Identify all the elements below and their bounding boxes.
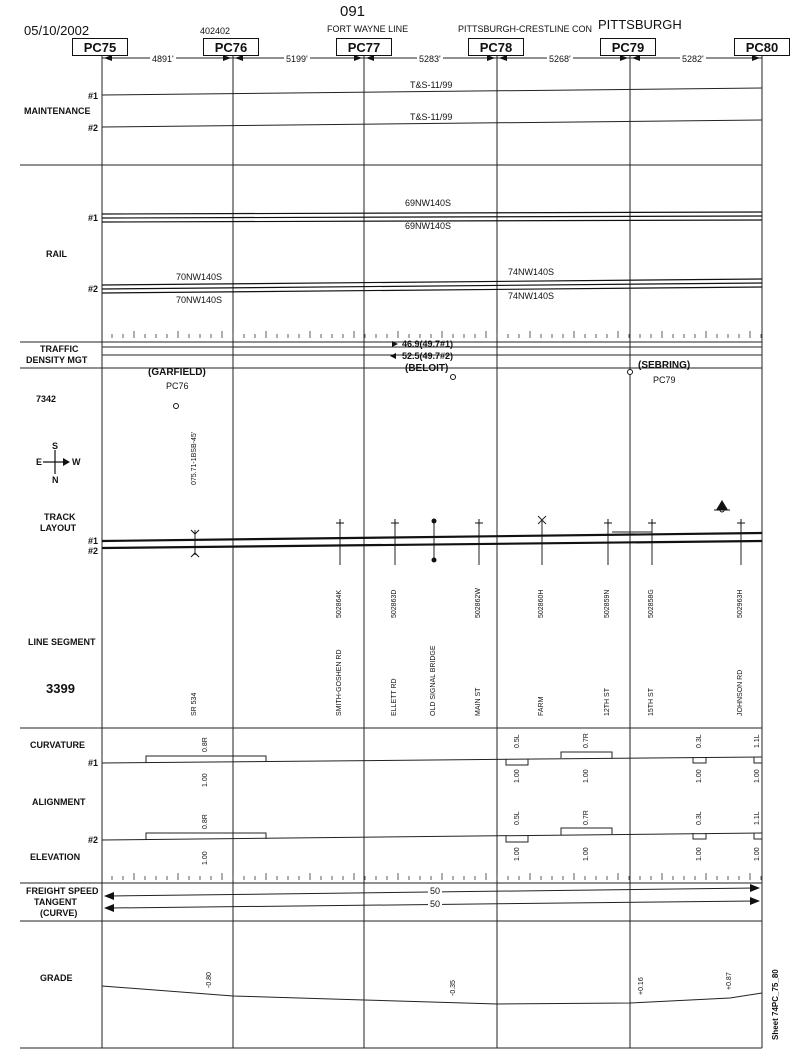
- curve2-val-5: 1.00: [754, 847, 761, 861]
- curve2-label-5: 1.1L: [754, 811, 761, 825]
- crossing-name-12th: 12TH ST: [604, 687, 611, 716]
- station-beloit: (BELOIT): [405, 363, 449, 374]
- maint-track-2: #2: [88, 123, 99, 133]
- curve1-label-1: 0.8R: [202, 737, 209, 752]
- curve1-label-3: 0.7R: [583, 733, 590, 748]
- compass-e: E: [36, 457, 43, 467]
- speed-curve-value: 50: [430, 899, 441, 909]
- curve1-label-2: 0.5L: [514, 734, 521, 748]
- maint-track-1: #1: [88, 91, 99, 101]
- milepost-pc76: PC76: [203, 38, 259, 56]
- curve1-val-5: 1.00: [754, 769, 761, 783]
- section-density: DENSITY MGT: [26, 355, 88, 365]
- station-garfield-pc: PC76: [166, 381, 189, 391]
- crossing-name-sr534: SR 534: [191, 692, 198, 716]
- curve2-label-3: 0.7R: [583, 810, 590, 825]
- milepost-pc80: PC80: [734, 38, 790, 56]
- left-code: 7342: [36, 394, 57, 404]
- speed-tangent-value: 50: [430, 886, 441, 896]
- section-layout: LAYOUT: [40, 523, 77, 533]
- curve2-val-2: 1.00: [514, 847, 521, 861]
- curve2-val-1: 1.00: [202, 851, 209, 865]
- curve1-val-3: 1.00: [583, 769, 590, 783]
- curve1-val-4: 1.00: [696, 769, 703, 783]
- crossing-name-ellett: ELLETT RD: [391, 678, 398, 716]
- distance-1: 4891': [152, 54, 174, 64]
- layout-track-2: #2: [88, 546, 99, 556]
- milepost-pc77: PC77: [336, 38, 392, 56]
- sheet-number: 091: [340, 3, 366, 20]
- rail-track-1: #1: [88, 213, 99, 223]
- grade-3: +0.16: [638, 977, 645, 995]
- curve-track-2: #2: [88, 835, 99, 845]
- curve2-label-1: 0.8R: [202, 814, 209, 829]
- distance-2: 5199': [286, 54, 308, 64]
- curve-track-1: #1: [88, 758, 99, 768]
- crossing-name-main: MAIN ST: [475, 687, 482, 716]
- rail-2-left-top-label: 70NW140S: [176, 272, 223, 282]
- section-freight-speed: FREIGHT SPEED: [26, 886, 99, 896]
- maintenance-1-label: T&S-11/99: [410, 80, 453, 90]
- crossing-code-15th: 502858G: [648, 589, 655, 618]
- section-curve: (CURVE): [40, 908, 78, 918]
- chart-date: 05/10/2002: [24, 23, 90, 38]
- rail-1-top-label: 69NW140S: [405, 198, 452, 208]
- section-line-segment: LINE SEGMENT: [28, 637, 96, 647]
- section-alignment: ALIGNMENT: [32, 797, 86, 807]
- station-garfield: (GARFIELD): [148, 367, 206, 378]
- curve1-label-5: 1.1L: [754, 734, 761, 748]
- crossing-name-johnson: JOHNSON RD: [737, 669, 744, 716]
- station-sebring-pc: PC79: [653, 375, 676, 385]
- rail-2-right-bottom-label: 74NW140S: [508, 291, 555, 301]
- section-maintenance: MAINTENANCE: [24, 106, 91, 116]
- milepost-pc79: PC79: [600, 38, 656, 56]
- crossing-code-johnson: 502963H: [737, 589, 744, 618]
- section-track: TRACK: [44, 512, 76, 522]
- rail-2-left-bottom-label: 70NW140S: [176, 295, 223, 305]
- city-label: PITTSBURGH: [598, 17, 682, 32]
- section-rail: RAIL: [46, 249, 67, 259]
- crossing-name-farm: FARM: [538, 696, 545, 716]
- crossing-name-smith-goshen: SMITH-GOSHEN RD: [336, 649, 343, 716]
- sheet-id: Sheet 74PC_75_80: [771, 969, 780, 1040]
- rail-2-right-top-label: 74NW140S: [508, 267, 555, 277]
- distance-3: 5283': [419, 54, 441, 64]
- rail-track-2: #2: [88, 284, 99, 294]
- curve1-val-2: 1.00: [514, 769, 521, 783]
- crossing-code-farm: 502860H: [538, 589, 545, 618]
- distance-4: 5268': [549, 54, 571, 64]
- grade-2: -0.35: [450, 980, 457, 996]
- traffic-1-label: 46.9(49.7#1): [402, 339, 454, 349]
- station-sebring: (SEBRING): [638, 360, 691, 371]
- vertical-code: 075.71-1BSB-45': [191, 431, 198, 485]
- segment-number: 3399: [46, 681, 75, 696]
- compass-s: S: [52, 441, 59, 451]
- compass-n: N: [52, 475, 59, 485]
- crestline-label: PITTSBURGH-CRESTLINE CON: [458, 24, 593, 34]
- milepost-pc78: PC78: [468, 38, 524, 56]
- section-traffic: TRAFFIC: [40, 344, 79, 354]
- curve2-val-3: 1.00: [583, 847, 590, 861]
- section-grade: GRADE: [40, 973, 73, 983]
- crossing-name-15th: 15TH ST: [648, 687, 655, 716]
- distance-5: 5282': [682, 54, 704, 64]
- curve2-label-2: 0.5L: [514, 811, 521, 825]
- grade-1: -0.80: [206, 972, 213, 988]
- layout-track-1: #1: [88, 536, 99, 546]
- curve2-val-4: 1.00: [696, 847, 703, 861]
- crossing-code-smith-goshen: 502864K: [336, 589, 343, 618]
- crossing-name-signal-bridge: OLD SIGNAL BRIDGE: [430, 645, 437, 716]
- curve1-val-1: 1.00: [202, 773, 209, 787]
- traffic-2-label: 52.5(49.7#2): [402, 351, 454, 361]
- rail-1-bottom-label: 69NW140S: [405, 221, 452, 231]
- crossing-code-main: 502862W: [475, 588, 482, 618]
- curve2-label-4: 0.3L: [696, 811, 703, 825]
- milepost-pc75: PC75: [72, 38, 128, 56]
- section-curvature: CURVATURE: [30, 740, 86, 750]
- crossing-code-ellett: 502863D: [391, 589, 398, 618]
- grade-4: +0.87: [726, 972, 733, 990]
- section-elevation: ELEVATION: [30, 852, 81, 862]
- maintenance-2-label: T&S-11/99: [410, 112, 453, 122]
- curve1-label-4: 0.3L: [696, 734, 703, 748]
- section-tangent: TANGENT: [34, 897, 77, 907]
- crossing-code-12th: 502859N: [604, 589, 611, 618]
- fort-wayne-line-label: FORT WAYNE LINE: [327, 24, 409, 34]
- compass-w: W: [72, 457, 81, 467]
- location-code: 402402: [200, 26, 231, 36]
